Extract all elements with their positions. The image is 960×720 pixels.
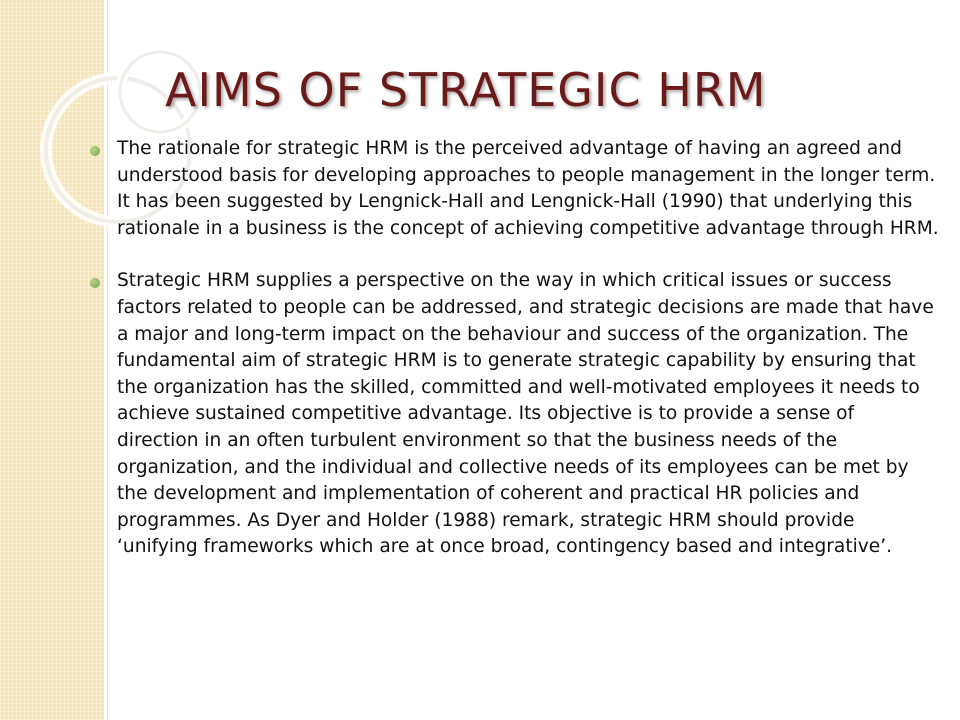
bullet-dot-icon: [90, 146, 100, 156]
bullet-dot-icon: [90, 278, 100, 288]
bullet-item: [90, 268, 940, 561]
bullet-item: [90, 136, 940, 242]
bullet-text: Strategic HRM supplies a perspective on the way in which critical issues or success factors related to people can be addressed, and strategic decisions are made that have a major and long-term impact on the behaviour and success of the organization. The fundamental aim of strategic HRM is to generate strategic capability by ensuring that the organization has the skilled, committed and well-motivated employees it needs to achieve sustained competitive advantage. Its objective is to provide a sense of direction in an often turbulent environment so that the business needs of the organization, and the individual and collective needs of its employees can be met by the development and implementation of coherent and practical HR policies and programmes. As Dyer and Holder (1988) remark, strategic HRM should provide ‘unifying frameworks which are at once broad, contingency based and integrative’.: [117, 270, 934, 558]
slide-title: AIMS OF STRATEGIC HRM: [165, 63, 767, 117]
slide-body: [90, 136, 940, 587]
bullet-text: The rationale for strategic HRM is the perceived advantage of having an agreed and understood basis for developing approaches to people management in the longer term. It has been suggested by Lengnick-Hall and Lengnick-Hall (1990) that underlying this rationale in a business is the concept of achieving competitive advantage through HRM.: [117, 138, 939, 239]
